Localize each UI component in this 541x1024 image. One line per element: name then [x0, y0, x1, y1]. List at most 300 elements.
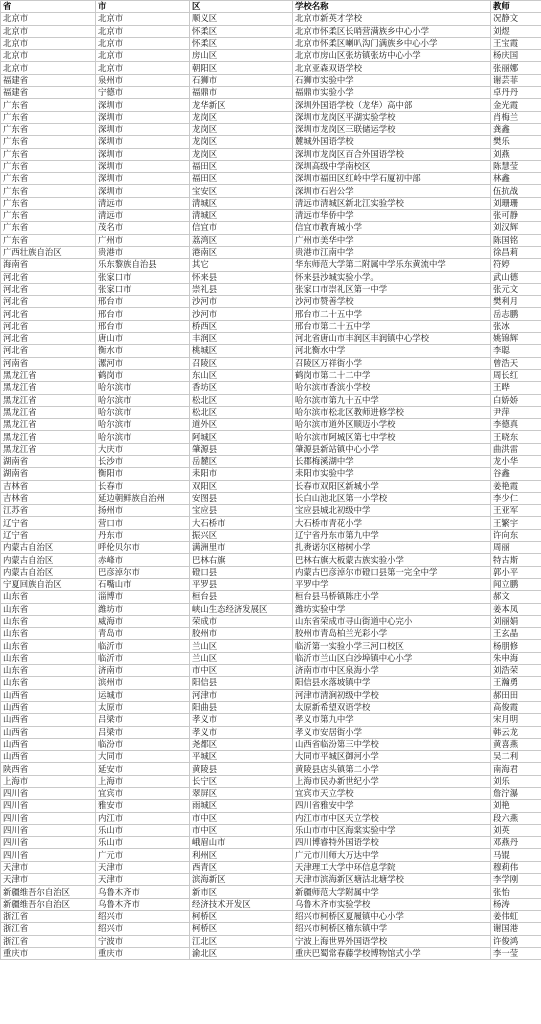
cell-province[interactable]: 黑龙江省 [1, 431, 96, 443]
cell-district[interactable]: 桓台县 [190, 591, 293, 603]
cell-district[interactable]: 利州区 [190, 849, 293, 861]
cell-province[interactable]: 河北省 [1, 320, 96, 332]
cell-province[interactable]: 山西省 [1, 738, 96, 750]
cell-school-name[interactable]: 桓台县马桥镇陈庄小学 [293, 591, 491, 603]
cell-province[interactable]: 山西省 [1, 726, 96, 738]
cell-teacher[interactable]: 尹萍 [491, 406, 541, 418]
cell-school-name[interactable]: 宝应县城北初级中学 [293, 505, 491, 517]
cell-school-name[interactable]: 长郡梅溪湖中学 [293, 455, 491, 467]
cell-province[interactable]: 河南省 [1, 357, 96, 369]
cell-district[interactable]: 大石桥市 [190, 517, 293, 529]
cell-teacher[interactable]: 刘珊珊 [491, 197, 541, 209]
cell-province[interactable]: 浙江省 [1, 910, 96, 922]
cell-city[interactable]: 石嘴山市 [96, 578, 190, 590]
cell-teacher[interactable]: 谢国港 [491, 923, 541, 935]
cell-school-name[interactable]: 信宜市教育城小学 [293, 222, 491, 234]
cell-city[interactable]: 贵港市 [96, 246, 190, 258]
cell-teacher[interactable]: 杨涛 [491, 898, 541, 910]
cell-province[interactable]: 黑龙江省 [1, 419, 96, 431]
cell-school-name[interactable]: 河津市清涧初级中学校 [293, 689, 491, 701]
cell-city[interactable]: 清远市 [96, 210, 190, 222]
cell-school-name[interactable]: 山西省临汾第三中学校 [293, 738, 491, 750]
cell-school-name[interactable]: 麓城外国语学校 [293, 136, 491, 148]
cell-city[interactable]: 清远市 [96, 197, 190, 209]
cell-school-name[interactable]: 怀来县沙城实验小学。 [293, 271, 491, 283]
cell-district[interactable]: 渝北区 [190, 947, 293, 959]
cell-district[interactable]: 安图县 [190, 492, 293, 504]
cell-province[interactable]: 河北省 [1, 271, 96, 283]
cell-city[interactable]: 乌鲁木齐市 [96, 886, 190, 898]
cell-district[interactable]: 东山区 [190, 369, 293, 381]
cell-province[interactable]: 广西壮族自治区 [1, 246, 96, 258]
cell-province[interactable]: 北京市 [1, 62, 96, 74]
cell-district[interactable]: 平城区 [190, 751, 293, 763]
cell-teacher[interactable]: 南海君 [491, 763, 541, 775]
cell-school-name[interactable]: 宁波上海世界外国语学校 [293, 935, 491, 947]
cell-teacher[interactable]: 王繁宇 [491, 517, 541, 529]
cell-province[interactable]: 广东省 [1, 234, 96, 246]
cell-district[interactable]: 江北区 [190, 935, 293, 947]
cell-district[interactable]: 平罗县 [190, 578, 293, 590]
cell-city[interactable]: 邢台市 [96, 320, 190, 332]
cell-teacher[interactable]: 杨朋修 [491, 640, 541, 652]
cell-teacher[interactable]: 卓丹丹 [491, 87, 541, 99]
cell-school-name[interactable]: 天津市滨海新区塘沽北塘学校 [293, 874, 491, 886]
cell-teacher[interactable]: 特古斯 [491, 554, 541, 566]
cell-district[interactable]: 荔湾区 [190, 234, 293, 246]
cell-city[interactable]: 临沂市 [96, 652, 190, 664]
cell-district[interactable]: 崇礼县 [190, 283, 293, 295]
cell-school-name[interactable]: 清远市清城区新北江实验学校 [293, 197, 491, 209]
cell-teacher[interactable]: 谢芸菲 [491, 74, 541, 86]
cell-city[interactable]: 邢台市 [96, 308, 190, 320]
cell-teacher[interactable]: 王亚军 [491, 505, 541, 517]
cell-province[interactable]: 河北省 [1, 333, 96, 345]
cell-school-name[interactable]: 深圳市石岩公学 [293, 185, 491, 197]
cell-teacher[interactable]: 曾浩天 [491, 357, 541, 369]
cell-district[interactable]: 香坊区 [190, 382, 293, 394]
cell-district[interactable]: 桥西区 [190, 320, 293, 332]
cell-teacher[interactable]: 王瀚勇 [491, 677, 541, 689]
cell-teacher[interactable]: 王玄晶 [491, 628, 541, 640]
cell-teacher[interactable]: 李聪 [491, 345, 541, 357]
cell-city[interactable]: 鹤岗市 [96, 369, 190, 381]
cell-school-name[interactable]: 肇源县新站镇中心小学 [293, 443, 491, 455]
cell-teacher[interactable]: 李德真 [491, 419, 541, 431]
cell-school-name[interactable]: 深圳市龙岗区平湖实验学校 [293, 111, 491, 123]
cell-teacher[interactable]: 王宝霞 [491, 37, 541, 49]
cell-school-name[interactable]: 石狮市实验中学 [293, 74, 491, 86]
cell-province[interactable]: 山西省 [1, 689, 96, 701]
cell-teacher[interactable]: 许俊鸿 [491, 935, 541, 947]
cell-school-name[interactable]: 阳信县水落坡镇中学 [293, 677, 491, 689]
cell-school-name[interactable]: 胶州市青岛柏兰光彩小学 [293, 628, 491, 640]
cell-teacher[interactable]: 金光霞 [491, 99, 541, 111]
cell-teacher[interactable]: 周长红 [491, 369, 541, 381]
cell-district[interactable]: 西青区 [190, 861, 293, 873]
cell-province[interactable]: 山西省 [1, 714, 96, 726]
cell-school-name[interactable]: 济南市市中区泉海小学 [293, 665, 491, 677]
cell-school-name[interactable]: 耒阳市实验中学 [293, 468, 491, 480]
cell-city[interactable]: 漯河市 [96, 357, 190, 369]
cell-city[interactable]: 宁德市 [96, 87, 190, 99]
cell-school-name[interactable]: 四川省雅安中学 [293, 800, 491, 812]
cell-city[interactable]: 宁波市 [96, 935, 190, 947]
cell-city[interactable]: 张家口市 [96, 283, 190, 295]
cell-teacher[interactable]: 刘汉辉 [491, 222, 541, 234]
cell-school-name[interactable]: 太原新希望双语学校 [293, 701, 491, 713]
cell-city[interactable]: 临汾市 [96, 738, 190, 750]
cell-teacher[interactable]: 李学刚 [491, 874, 541, 886]
cell-district[interactable]: 怀柔区 [190, 25, 293, 37]
cell-province[interactable]: 山东省 [1, 652, 96, 664]
cell-district[interactable]: 福鼎市 [190, 87, 293, 99]
cell-teacher[interactable]: 张冰 [491, 320, 541, 332]
cell-province[interactable]: 湖南省 [1, 455, 96, 467]
cell-teacher[interactable]: 岳志鹏 [491, 308, 541, 320]
cell-city[interactable]: 内江市 [96, 812, 190, 824]
cell-teacher[interactable]: 刘艳 [491, 800, 541, 812]
cell-school-name[interactable]: 河北衡水中学 [293, 345, 491, 357]
cell-province[interactable]: 河北省 [1, 308, 96, 320]
cell-province[interactable]: 山西省 [1, 751, 96, 763]
cell-province[interactable]: 广东省 [1, 136, 96, 148]
cell-province[interactable]: 新疆维吾尔自治区 [1, 898, 96, 910]
cell-district[interactable]: 岳麓区 [190, 455, 293, 467]
cell-district[interactable]: 翠屏区 [190, 788, 293, 800]
cell-district[interactable]: 市中区 [190, 665, 293, 677]
cell-district[interactable]: 桃城区 [190, 345, 293, 357]
cell-school-name[interactable]: 哈尔滨市道外区顺迈小学校 [293, 419, 491, 431]
cell-teacher[interactable]: 郝田田 [491, 689, 541, 701]
cell-province[interactable]: 黑龙江省 [1, 394, 96, 406]
cell-district[interactable]: 福田区 [190, 160, 293, 172]
cell-city[interactable]: 北京市 [96, 25, 190, 37]
cell-school-name[interactable]: 天津理工大学中环信息学院 [293, 861, 491, 873]
cell-province[interactable]: 福建省 [1, 87, 96, 99]
cell-province[interactable]: 河北省 [1, 345, 96, 357]
cell-district[interactable]: 福田区 [190, 173, 293, 185]
cell-district[interactable]: 孝义市 [190, 714, 293, 726]
cell-teacher[interactable]: 穆莉伟 [491, 861, 541, 873]
cell-province[interactable]: 辽宁省 [1, 517, 96, 529]
cell-school-name[interactable]: 乐山市市中区海棠实验中学 [293, 824, 491, 836]
cell-teacher[interactable]: 徐昌莉 [491, 246, 541, 258]
cell-teacher[interactable]: 林鑫 [491, 173, 541, 185]
cell-teacher[interactable]: 刘燕 [491, 148, 541, 160]
cell-province[interactable]: 北京市 [1, 13, 96, 25]
cell-district[interactable]: 顺义区 [190, 13, 293, 25]
cell-teacher[interactable]: 符婷 [491, 259, 541, 271]
cell-city[interactable]: 吕梁市 [96, 726, 190, 738]
cell-teacher[interactable]: 武山德 [491, 271, 541, 283]
cell-teacher[interactable]: 段六燕 [491, 812, 541, 824]
cell-district[interactable]: 兰山区 [190, 640, 293, 652]
cell-province[interactable]: 陕西省 [1, 763, 96, 775]
cell-province[interactable]: 四川省 [1, 837, 96, 849]
cell-school-name[interactable]: 辽宁省丹东市第九中学 [293, 529, 491, 541]
cell-province[interactable]: 内蒙古自治区 [1, 554, 96, 566]
cell-city[interactable]: 大庆市 [96, 443, 190, 455]
cell-school-name[interactable]: 宜宾市天立学校 [293, 788, 491, 800]
cell-city[interactable]: 运城市 [96, 689, 190, 701]
cell-city[interactable]: 乐东黎族自治县 [96, 259, 190, 271]
header-teacher[interactable]: 教师 [491, 1, 541, 13]
cell-teacher[interactable]: 姜伟虹 [491, 910, 541, 922]
cell-school-name[interactable]: 孝义市安居街小学 [293, 726, 491, 738]
cell-city[interactable]: 广州市 [96, 234, 190, 246]
cell-school-name[interactable]: 内蒙古巴彦淖尔市磴口县第一完全中学 [293, 566, 491, 578]
cell-province[interactable]: 福建省 [1, 74, 96, 86]
cell-province[interactable]: 广东省 [1, 123, 96, 135]
cell-teacher[interactable]: 朱申海 [491, 652, 541, 664]
cell-province[interactable]: 山西省 [1, 701, 96, 713]
cell-school-name[interactable]: 乌鲁木齐市实验学校 [293, 898, 491, 910]
cell-city[interactable]: 延安市 [96, 763, 190, 775]
cell-teacher[interactable]: 周丽 [491, 542, 541, 554]
cell-province[interactable]: 山东省 [1, 628, 96, 640]
cell-city[interactable]: 赤峰市 [96, 554, 190, 566]
cell-teacher[interactable]: 谷鑫 [491, 468, 541, 480]
cell-district[interactable]: 孝义市 [190, 726, 293, 738]
cell-province[interactable]: 天津市 [1, 861, 96, 873]
cell-city[interactable]: 吕梁市 [96, 714, 190, 726]
cell-district[interactable]: 河津市 [190, 689, 293, 701]
cell-teacher[interactable]: 郭小平 [491, 566, 541, 578]
cell-city[interactable]: 张家口市 [96, 271, 190, 283]
cell-province[interactable]: 北京市 [1, 37, 96, 49]
cell-teacher[interactable]: 王晔 [491, 382, 541, 394]
cell-city[interactable]: 乐山市 [96, 837, 190, 849]
cell-district[interactable]: 龙岗区 [190, 136, 293, 148]
cell-district[interactable]: 耒阳市 [190, 468, 293, 480]
cell-province[interactable]: 内蒙古自治区 [1, 566, 96, 578]
cell-city[interactable]: 乌鲁木齐市 [96, 898, 190, 910]
cell-province[interactable]: 广东省 [1, 160, 96, 172]
cell-school-name[interactable]: 哈尔滨市第九十五中学 [293, 394, 491, 406]
cell-teacher[interactable]: 张丽娜 [491, 62, 541, 74]
cell-district[interactable]: 峨眉山市 [190, 837, 293, 849]
cell-city[interactable]: 茂名市 [96, 222, 190, 234]
cell-province[interactable]: 北京市 [1, 25, 96, 37]
cell-province[interactable]: 吉林省 [1, 480, 96, 492]
cell-school-name[interactable]: 临沂市兰山区白沙埠镇中心小学 [293, 652, 491, 664]
cell-district[interactable]: 磴口县 [190, 566, 293, 578]
cell-province[interactable]: 黑龙江省 [1, 406, 96, 418]
cell-city[interactable]: 青岛市 [96, 628, 190, 640]
cell-teacher[interactable]: 龚鑫 [491, 123, 541, 135]
cell-city[interactable]: 滨州市 [96, 677, 190, 689]
cell-city[interactable]: 重庆市 [96, 947, 190, 959]
cell-district[interactable]: 阿城区 [190, 431, 293, 443]
cell-city[interactable]: 天津市 [96, 861, 190, 873]
cell-district[interactable]: 清城区 [190, 197, 293, 209]
cell-school-name[interactable]: 邢台市二十五中学 [293, 308, 491, 320]
cell-teacher[interactable]: 伍抗战 [491, 185, 541, 197]
cell-school-name[interactable]: 河北省唐山市丰润区丰润镇中心学校 [293, 333, 491, 345]
cell-province[interactable]: 广东省 [1, 111, 96, 123]
cell-school-name[interactable]: 深圳市福田区红岭中学石厦初中部 [293, 173, 491, 185]
cell-city[interactable]: 太原市 [96, 701, 190, 713]
cell-school-name[interactable]: 北京市怀柔区长哨营满族乡中心小学 [293, 25, 491, 37]
cell-school-name[interactable]: 贵港市江南中学 [293, 246, 491, 258]
cell-city[interactable]: 潍坊市 [96, 603, 190, 615]
cell-district[interactable]: 市中区 [190, 824, 293, 836]
cell-school-name[interactable]: 北京市怀柔区喇叭沟门满族乡中心小学 [293, 37, 491, 49]
cell-teacher[interactable]: 杨庆国 [491, 50, 541, 62]
cell-district[interactable]: 尧都区 [190, 738, 293, 750]
cell-school-name[interactable]: 广州市美华中学 [293, 234, 491, 246]
cell-district[interactable]: 沙河市 [190, 308, 293, 320]
cell-city[interactable]: 临沂市 [96, 640, 190, 652]
cell-city[interactable]: 绍兴市 [96, 910, 190, 922]
cell-school-name[interactable]: 重庆巴蜀常春藤学校博物馆式小学 [293, 947, 491, 959]
cell-district[interactable]: 阳曲县 [190, 701, 293, 713]
cell-city[interactable]: 淄博市 [96, 591, 190, 603]
cell-district[interactable]: 雨城区 [190, 800, 293, 812]
cell-province[interactable]: 吉林省 [1, 492, 96, 504]
cell-province[interactable]: 浙江省 [1, 923, 96, 935]
cell-teacher[interactable]: 闻立鹏 [491, 578, 541, 590]
cell-province[interactable]: 辽宁省 [1, 529, 96, 541]
cell-city[interactable]: 大同市 [96, 751, 190, 763]
cell-province[interactable]: 广东省 [1, 99, 96, 111]
cell-teacher[interactable]: 张怡 [491, 886, 541, 898]
cell-province[interactable]: 黑龙江省 [1, 443, 96, 455]
cell-school-name[interactable]: 北京市新英才学校 [293, 13, 491, 25]
header-city[interactable]: 市 [96, 1, 190, 13]
cell-province[interactable]: 广东省 [1, 210, 96, 222]
cell-school-name[interactable]: 新疆师范大学附属中学 [293, 886, 491, 898]
cell-province[interactable]: 山东省 [1, 640, 96, 652]
cell-district[interactable]: 召陵区 [190, 357, 293, 369]
cell-city[interactable]: 唐山市 [96, 333, 190, 345]
cell-city[interactable]: 衡水市 [96, 345, 190, 357]
cell-teacher[interactable]: 刘英 [491, 824, 541, 836]
cell-district[interactable]: 肇源县 [190, 443, 293, 455]
cell-district[interactable]: 柯桥区 [190, 923, 293, 935]
cell-city[interactable]: 扬州市 [96, 505, 190, 517]
cell-district[interactable]: 荣成市 [190, 615, 293, 627]
cell-district[interactable]: 长宁区 [190, 775, 293, 787]
cell-district[interactable]: 松北区 [190, 394, 293, 406]
cell-province[interactable]: 山东省 [1, 591, 96, 603]
cell-school-name[interactable]: 深圳高级中学南校区 [293, 160, 491, 172]
cell-city[interactable]: 绍兴市 [96, 923, 190, 935]
cell-city[interactable]: 北京市 [96, 62, 190, 74]
cell-school-name[interactable]: 北京亚森双语学校 [293, 62, 491, 74]
cell-teacher[interactable]: 刘丽娟 [491, 615, 541, 627]
header-district[interactable]: 区 [190, 1, 293, 13]
cell-city[interactable]: 天津市 [96, 874, 190, 886]
cell-province[interactable]: 宁夏回族自治区 [1, 578, 96, 590]
cell-district[interactable]: 沙河市 [190, 296, 293, 308]
cell-city[interactable]: 长沙市 [96, 455, 190, 467]
cell-teacher[interactable]: 高俊霞 [491, 701, 541, 713]
cell-teacher[interactable]: 龙小华 [491, 455, 541, 467]
cell-teacher[interactable]: 刘乐 [491, 775, 541, 787]
cell-district[interactable]: 振兴区 [190, 529, 293, 541]
cell-school-name[interactable]: 清远市华侨中学 [293, 210, 491, 222]
cell-district[interactable]: 怀来县 [190, 271, 293, 283]
cell-district[interactable]: 其它 [190, 259, 293, 271]
cell-city[interactable]: 邢台市 [96, 296, 190, 308]
cell-city[interactable]: 深圳市 [96, 160, 190, 172]
cell-district[interactable]: 信宜市 [190, 222, 293, 234]
cell-school-name[interactable]: 深圳外国语学校（龙华）高中部 [293, 99, 491, 111]
cell-school-name[interactable]: 沙河市赞善学校 [293, 296, 491, 308]
cell-school-name[interactable]: 上海市民办新世纪小学 [293, 775, 491, 787]
cell-school-name[interactable]: 哈尔滨市阿城区第七中学校 [293, 431, 491, 443]
cell-city[interactable]: 济南市 [96, 665, 190, 677]
cell-school-name[interactable]: 大石桥市青花小学 [293, 517, 491, 529]
cell-city[interactable]: 威海市 [96, 615, 190, 627]
cell-district[interactable]: 龙岗区 [190, 111, 293, 123]
cell-province[interactable]: 河北省 [1, 283, 96, 295]
cell-province[interactable]: 河北省 [1, 296, 96, 308]
cell-teacher[interactable]: 韩云龙 [491, 726, 541, 738]
cell-province[interactable]: 广东省 [1, 173, 96, 185]
cell-school-name[interactable]: 广元市川师大万达中学 [293, 849, 491, 861]
cell-city[interactable]: 宜宾市 [96, 788, 190, 800]
cell-province[interactable]: 山东省 [1, 677, 96, 689]
cell-province[interactable]: 广东省 [1, 185, 96, 197]
cell-school-name[interactable]: 张家口市崇礼区第一中学 [293, 283, 491, 295]
cell-province[interactable]: 四川省 [1, 849, 96, 861]
cell-teacher[interactable]: 樊乐 [491, 136, 541, 148]
cell-school-name[interactable]: 孝义市第九中学 [293, 714, 491, 726]
cell-city[interactable]: 深圳市 [96, 185, 190, 197]
cell-school-name[interactable]: 福鼎市实验小学 [293, 87, 491, 99]
cell-province[interactable]: 黑龙江省 [1, 382, 96, 394]
cell-city[interactable]: 上海市 [96, 775, 190, 787]
cell-school-name[interactable]: 山东省荣成市寻山街道中心完小 [293, 615, 491, 627]
cell-city[interactable]: 深圳市 [96, 148, 190, 160]
cell-district[interactable]: 宝安区 [190, 185, 293, 197]
cell-teacher[interactable]: 李少仁 [491, 492, 541, 504]
cell-city[interactable]: 哈尔滨市 [96, 382, 190, 394]
cell-district[interactable]: 丰润区 [190, 333, 293, 345]
cell-school-name[interactable]: 扎赉诺尔区榕树小学 [293, 542, 491, 554]
cell-teacher[interactable]: 李一莹 [491, 947, 541, 959]
cell-district[interactable]: 黄陵县 [190, 763, 293, 775]
cell-city[interactable]: 深圳市 [96, 99, 190, 111]
cell-city[interactable]: 深圳市 [96, 123, 190, 135]
cell-province[interactable]: 浙江省 [1, 935, 96, 947]
cell-school-name[interactable]: 鹤岗市第二十二中学 [293, 369, 491, 381]
cell-district[interactable]: 阳信县 [190, 677, 293, 689]
cell-district[interactable]: 清城区 [190, 210, 293, 222]
cell-school-name[interactable]: 内江市市中区天立学校 [293, 812, 491, 824]
header-school-name[interactable]: 学校名称 [293, 1, 491, 13]
cell-district[interactable]: 滨海新区 [190, 874, 293, 886]
cell-school-name[interactable]: 巴林右旗大板蒙古族实验小学 [293, 554, 491, 566]
cell-school-name[interactable]: 长白山池北区第一小学校 [293, 492, 491, 504]
cell-school-name[interactable]: 哈尔滨市香滨小学校 [293, 382, 491, 394]
cell-school-name[interactable]: 潍坊实验中学 [293, 603, 491, 615]
cell-district[interactable]: 满洲里市 [190, 542, 293, 554]
cell-province[interactable]: 天津市 [1, 874, 96, 886]
cell-teacher[interactable]: 姜本凤 [491, 603, 541, 615]
cell-province[interactable]: 黑龙江省 [1, 369, 96, 381]
cell-province[interactable]: 山东省 [1, 665, 96, 677]
cell-city[interactable]: 延边朝鲜族自治州 [96, 492, 190, 504]
cell-city[interactable]: 呼伦贝尔市 [96, 542, 190, 554]
cell-province[interactable]: 湖南省 [1, 468, 96, 480]
cell-district[interactable]: 巴林右旗 [190, 554, 293, 566]
cell-province[interactable]: 新疆维吾尔自治区 [1, 886, 96, 898]
cell-district[interactable]: 柯桥区 [190, 910, 293, 922]
